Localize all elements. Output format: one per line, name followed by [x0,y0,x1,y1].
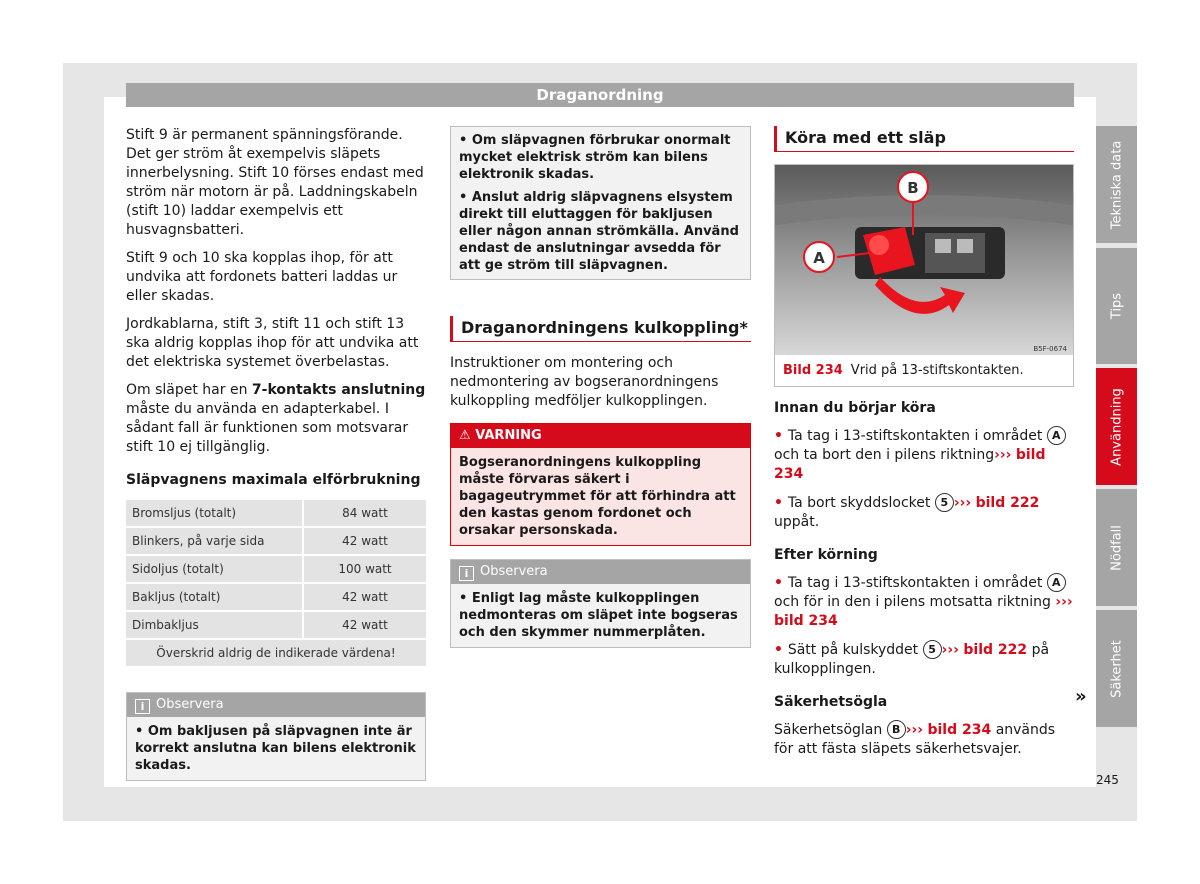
table-title: Släpvagnens maximala elförbrukning [126,472,421,488]
label-b-marker: B [887,720,906,739]
row-value: 100 watt [302,556,426,582]
consumption-table [126,498,426,668]
note-box [450,559,751,648]
tab-tips[interactable]: Tips [1096,248,1137,364]
warning-text: Bogseranordningens kulkoppling måste förvaras säkert i bagageutrymmet för att förhindra att den kastas genom fordonet och orsakar personskada. [459,455,736,538]
table-row [126,556,426,582]
label-5-marker: 5 [935,493,954,512]
table-footer-row [126,640,426,666]
note-text: • Om bakljusen på släpvagnen inte är korrekt anslutna kan bilens elektronik skadas. [127,717,425,780]
row-label: Sidoljus (totalt) [126,556,302,582]
page-header: Draganordning [126,83,1074,107]
paragraph-1: Stift 9 är permanent spänningsförande. Det ger ström åt exempelvis släpets innerbelysning. Stift 10 förses endast med ström när motorn är på. Laddningskabeln (stift 10) laddar exempelvis ett husvagnsbatteri. [126,127,424,238]
figure-caption: Bild 234 Vrid på 13-stiftskontakten. [783,363,1024,378]
label-b: B [907,179,919,197]
info-icon: i [459,566,474,581]
tab-anvandning[interactable]: Användning [1096,368,1137,485]
table-row [126,528,426,554]
row-label: Bakljus (totalt) [126,584,302,610]
link-bild-234[interactable]: bild 234 [774,613,838,629]
info-icon: i [135,699,150,714]
step: • Sätt på kulskyddet 5 ››› bild 222 på kulkopplingen. [774,642,1050,677]
subheading-before: Innan du börjar köra [774,400,936,416]
note-header: i Observera [451,560,750,584]
row-value: 42 watt [302,612,426,638]
column-right [774,126,1074,768]
link-bild-234[interactable]: bild 234 [927,722,992,738]
warning-header: ⚠ VARNING [451,424,750,448]
label-a-marker: A [1047,573,1066,592]
row-value: 84 watt [302,500,426,526]
section-title: Köra med ett släp [774,126,1074,152]
step: • Ta bort skyddslocket 5 ››› bild 222 uppåt. [774,495,1040,530]
row-value: 42 watt [302,528,426,554]
note-box [126,692,426,781]
link-bild-222[interactable]: bild 222 [963,642,1028,658]
continue-mark: » [1075,686,1087,707]
section-title: Draganordningens kulkoppling* [450,316,751,342]
tab-nodfall[interactable]: Nödfall [1096,489,1137,606]
connector-illustration [775,165,1073,355]
tab-tekniska-data[interactable]: Tekniska data [1096,126,1137,243]
row-value: 42 watt [302,584,426,610]
label-a-marker: A [1047,426,1066,445]
section-text: Instruktioner om montering och nedmontering av bogseranordningens kulkoppling medföljer kulkopplingen. [450,355,719,409]
page-number: 245 [1096,773,1119,787]
figure-234 [774,164,1074,387]
row-label: Bromsljus (totalt) [126,500,302,526]
table-footer: Överskrid aldrig de indikerade värdena! [126,640,426,666]
tab-sakerhet[interactable]: Säkerhet [1096,610,1137,727]
subheading-safety: Säkerhetsögla [774,694,888,710]
row-label: Blinkers, på varje sida [126,528,302,554]
link-bild-234[interactable]: bild 234 [774,447,1046,482]
warning-box [450,423,751,546]
bold-term: 7-kontakts anslutning [251,382,426,398]
column-left [126,126,426,781]
caution-item: • Om släpvagnen förbrukar onormalt mycket elektrisk ström kan bilens elektronik skadas. [459,132,742,183]
safety-text: Säkerhetsöglan B ››› bild 234 används för att fästa släpets säkerhetsvajer. [774,722,1056,757]
note-text: • Enligt lag måste kulkopplingen nedmonteras om släpet inte bogseras och den skymmer nummerplåten. [451,584,750,647]
step: • Ta tag i 13-stiftskontakten i området A och ta bort den i pilens riktning››› bild 234 [774,426,1074,484]
warning-icon: ⚠ [459,428,476,443]
row-label: Dimbakljus [126,612,302,638]
table-row [126,584,426,610]
step: • Ta tag i 13-stiftskontakten i området A och för in den i pilens motsatta riktning ››› bild 234 [774,575,1073,629]
link-bild-222[interactable]: bild 222 [975,495,1040,511]
table-row [126,500,426,526]
figure-label: Bild 234 [783,363,843,378]
column-middle [450,126,751,648]
note-header: i Observera [127,693,425,717]
subheading-after: Efter körning [774,547,878,563]
paragraph-4: Om släpet har en 7-kontakts anslutning måste du använda en adapterkabel. I sådant fall är funktionen som motsvarar stift 10 ej tillgänglig. [126,382,426,455]
paragraph-2: Stift 9 och 10 ska kopplas ihop, för att undvika att fordonets batteri laddas ur eller skadas. [126,250,398,304]
caution-box [450,126,751,280]
label-a: A [813,249,825,267]
table-row [126,612,426,638]
figure-code: B5F-0674 [1033,345,1067,353]
caution-item: • Anslut aldrig släpvagnens elsystem direkt till eluttaggen för bakljusen eller någon annan strömkälla. Använd endast de anslutningar avsedda för att ge ström till släpvagnen. [459,189,742,274]
paragraph-3: Jordkablarna, stift 3, stift 11 och stift 13 ska aldrig kopplas ihop för att undvika att det elektriska systemet överbelastas. [126,316,419,370]
label-5-marker: 5 [923,640,942,659]
